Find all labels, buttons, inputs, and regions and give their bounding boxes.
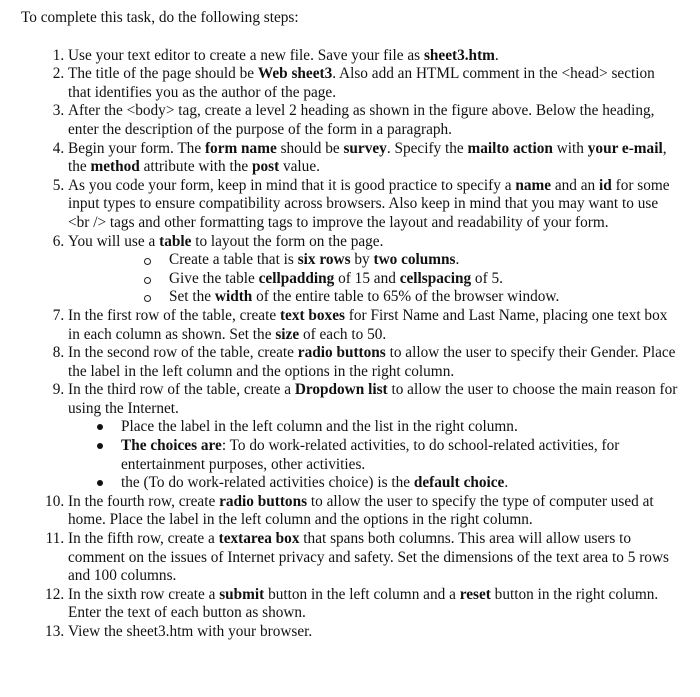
text-run: button in the left column and a <box>264 585 460 603</box>
text-run: to allow the user to choose the main reason for using the Internet. <box>68 381 678 417</box>
sub-list-item <box>169 270 678 289</box>
step-item-8 <box>68 344 678 381</box>
text-run: Give the table <box>169 269 259 287</box>
steps-list <box>21 47 678 642</box>
sub-list-item <box>121 418 678 437</box>
step-item-12 <box>68 586 678 623</box>
bold-term: radio buttons <box>219 492 308 510</box>
bold-term: name <box>515 176 552 194</box>
intro-text: To complete this task, do the following steps: <box>21 9 299 26</box>
text-run: the (To do work-related activities choice) is the <box>121 474 414 492</box>
bold-term: Web sheet3 <box>257 65 333 83</box>
text-run: , the <box>68 139 667 176</box>
sub-list-item <box>169 251 678 270</box>
bold-term: size <box>275 325 300 343</box>
bold-term: method <box>90 158 140 176</box>
text-run: for First Name and Last Name, placing one text box in each column as shown. Set the <box>68 306 668 343</box>
text-run: Use your text editor to create a new file. Save your file as <box>68 46 424 64</box>
bold-term: sheet3.htm <box>423 46 495 64</box>
bold-term: your e-mail <box>587 139 663 157</box>
text-run: attribute with the <box>139 158 252 176</box>
text-run: Begin your form. The <box>68 139 205 157</box>
step-item-11 <box>68 530 678 586</box>
text-run: In the third row of the table, create a <box>68 381 295 399</box>
bold-term: Dropdown list <box>294 381 388 399</box>
step-item-9 <box>68 381 678 493</box>
text-run: value. <box>279 158 320 176</box>
text-run: to allow the user to specify the type of computer used at home. Place the label in the left column and the options in the right column. <box>68 492 654 529</box>
sub-list-item <box>169 288 678 307</box>
bold-term: table <box>159 232 192 250</box>
text-run: and an <box>551 176 600 194</box>
bold-term: two columns <box>373 251 456 269</box>
bold-term: text boxes <box>279 306 345 324</box>
text-run: In the first row of the table, create <box>68 306 280 324</box>
text-run: As you code your form, keep in mind that it is good practice to specify a <box>68 176 516 194</box>
bold-term: survey <box>343 139 387 157</box>
text-run: of 5. <box>471 269 503 287</box>
bold-term: mailto action <box>467 139 553 157</box>
text-run: Create a table that is <box>169 251 298 269</box>
bold-term: width <box>214 288 253 306</box>
step-item-4 <box>68 140 678 177</box>
text-run: of 15 and <box>334 269 400 287</box>
text-run: The title of the page should be <box>68 65 258 83</box>
bold-term: The choices are <box>121 437 222 455</box>
text-run: of each to 50. <box>299 325 387 343</box>
text-run: In the sixth row create a <box>68 585 220 603</box>
step-item-13 <box>68 623 678 642</box>
bold-term: reset <box>459 585 491 603</box>
text-run: In the second row of the table, create <box>68 344 298 362</box>
text-run: with <box>552 139 588 157</box>
text-run: . Specify the <box>386 139 468 157</box>
bold-term: form name <box>204 139 277 157</box>
text-run: to allow the user to specify their Gender. Place the label in the left column and the options in the right column. <box>68 344 676 380</box>
text-run: that spans both columns. This area will allow users to comment on the issues of Internet privacy and safety. Set the dimensions of the text area to 5 rows and 100 columns. <box>68 530 669 585</box>
text-run: Place the label in the left column and the list in the right column. <box>121 418 518 436</box>
step-item-6 <box>68 233 678 307</box>
text-run: : To do work-related activities, to do school-related activities, for entertainment purposes, other activities. <box>121 437 620 473</box>
text-run: In the fifth row, create a <box>68 530 219 548</box>
bold-term: cellpadding <box>258 269 335 287</box>
text-run: of the entire table to 65% of the browser window. <box>252 288 560 306</box>
bold-term: textarea box <box>218 530 300 548</box>
bold-term: radio buttons <box>297 344 386 362</box>
text-run: should be <box>276 139 344 157</box>
bold-term: cellspacing <box>399 269 472 287</box>
text-run: In the fourth row, create <box>68 492 220 510</box>
text-run: button in the right column. Enter the text of each button as shown. <box>68 585 659 622</box>
text-run: Set the <box>169 288 215 306</box>
sub-list-item <box>121 474 678 493</box>
text-run: for some input types to ensure compatibility across browsers. Also keep in mind that you may want to use <br /> tags and other formatting tags to improve the layout and readability of your form. <box>68 176 670 231</box>
text-run: After the <body> tag, create a level 2 heading as shown in the figure above. Below the heading, enter the description of the purpose of the form in a paragraph. <box>68 102 655 138</box>
text-run: . <box>494 46 499 64</box>
text-run: to layout the form on the page. <box>191 232 384 250</box>
step-item-10 <box>68 493 678 530</box>
text-run: by <box>350 251 374 269</box>
bold-term: submit <box>219 585 265 603</box>
text-run: . <box>455 251 460 269</box>
sub-list-item <box>121 437 678 474</box>
step-item-5 <box>68 177 678 233</box>
sub-list <box>68 251 678 307</box>
bold-term: post <box>251 158 280 176</box>
sub-list <box>68 418 678 492</box>
bold-term: default choice <box>413 474 505 492</box>
step-item-2 <box>68 65 678 102</box>
step-item-3 <box>68 102 678 139</box>
text-run: . Also add an HTML comment in the <head> section that identifies you as the author of the page. <box>68 65 655 101</box>
bold-term: id <box>599 176 612 194</box>
text-run: . <box>504 474 509 492</box>
bold-term: six rows <box>297 251 351 269</box>
text-run: You will use a <box>68 232 160 250</box>
text-run: View the sheet3.htm with your browser. <box>68 623 313 640</box>
step-item-7 <box>68 307 678 344</box>
step-item-1 <box>68 47 678 66</box>
